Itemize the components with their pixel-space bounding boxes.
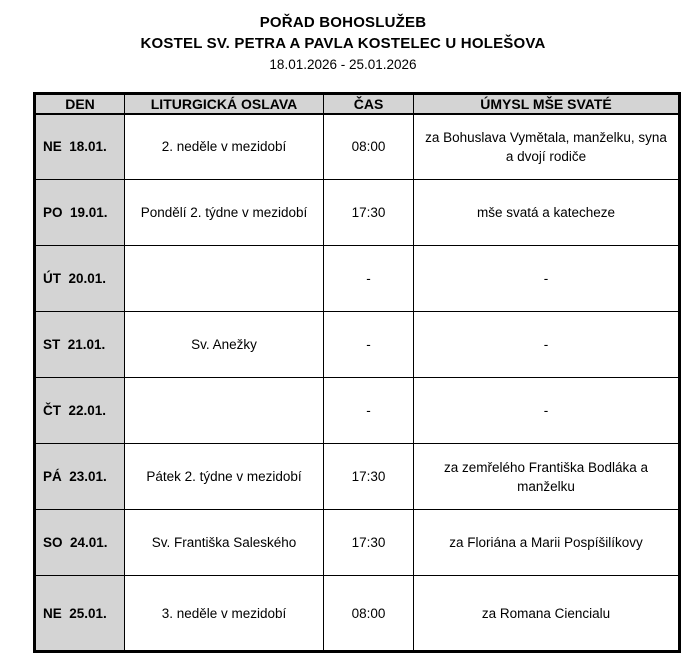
header-cell-time: ČAS	[324, 94, 414, 114]
intention-cell: za Romana Ciencialu	[414, 576, 680, 652]
day-cell: PO 19.01.	[35, 180, 125, 246]
table-row	[35, 246, 680, 312]
table-row	[35, 180, 680, 246]
time-cell: 17:30	[324, 510, 414, 576]
celebration-cell: Pátek 2. týdne v mezidobí	[125, 444, 324, 510]
table-row	[35, 378, 680, 444]
table-row	[35, 510, 680, 576]
church-name: KOSTEL SV. PETRA A PAVLA KOSTELEC U HOLEŠOVA	[140, 35, 546, 52]
celebration-cell: 2. neděle v mezidobí	[125, 114, 324, 180]
intention-cell: -	[414, 312, 680, 378]
celebration-cell: Sv. Anežky	[125, 312, 324, 378]
celebration-cell: Pondělí 2. týdne v mezidobí	[125, 180, 324, 246]
day-cell: SO 24.01.	[35, 510, 125, 576]
celebration-cell: Sv. Františka Saleského	[125, 510, 324, 576]
day-cell: NE 25.01.	[35, 576, 125, 652]
table-row	[35, 312, 680, 378]
intention-cell: za Bohuslava Vymětala, manželku, syna a dvojí rodiče	[414, 114, 680, 180]
header-cell-liturgical-celebration: LITURGICKÁ OSLAVA	[125, 94, 324, 114]
table-row	[35, 576, 680, 652]
intention-cell: -	[414, 378, 680, 444]
day-cell: NE 18.01.	[35, 114, 125, 180]
intention-cell: za Floriána a Marii Pospíšilíkovy	[414, 510, 680, 576]
celebration-cell	[125, 246, 324, 312]
day-cell: ÚT 20.01.	[35, 246, 125, 312]
celebration-cell: 3. neděle v mezidobí	[125, 576, 324, 652]
celebration-cell	[125, 378, 324, 444]
time-cell: 08:00	[324, 114, 414, 180]
table-row	[35, 114, 680, 180]
intention-cell: za zemřelého Františka Bodláka a manželku	[414, 444, 680, 510]
time-cell: -	[324, 246, 414, 312]
day-cell: PÁ 23.01.	[35, 444, 125, 510]
document-header	[0, 0, 686, 75]
table-header-row	[35, 94, 680, 114]
header-cell-mass-intention: ÚMYSL MŠE SVATÉ	[414, 94, 680, 114]
time-cell: 17:30	[324, 180, 414, 246]
time-cell: -	[324, 378, 414, 444]
time-cell: 08:00	[324, 576, 414, 652]
header-cell-den: DEN	[35, 94, 125, 114]
time-cell: -	[324, 312, 414, 378]
page-title: POŘAD BOHOSLUŽEB	[259, 14, 427, 31]
day-cell: ST 21.01.	[35, 312, 125, 378]
table-row	[35, 444, 680, 510]
date-range: 18.01.2026 - 25.01.2026	[269, 57, 417, 72]
day-cell: ČT 22.01.	[35, 378, 125, 444]
intention-cell: -	[414, 246, 680, 312]
time-cell: 17:30	[324, 444, 414, 510]
schedule-table	[33, 92, 681, 653]
intention-cell: mše svatá a katecheze	[414, 180, 680, 246]
